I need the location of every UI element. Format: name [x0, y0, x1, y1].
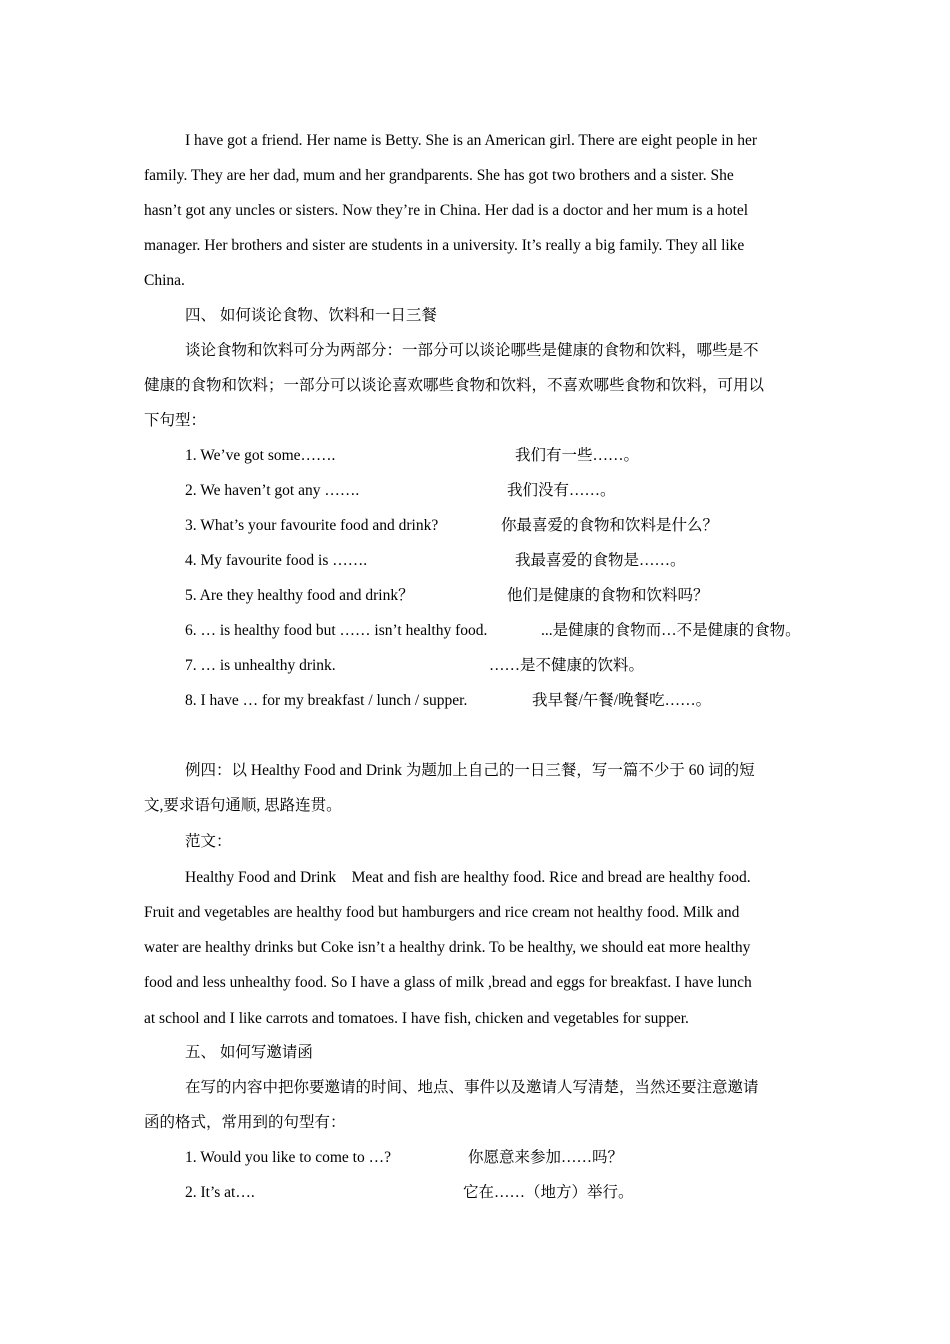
section4-heading: 四、 如何谈论食物、饮料和一日三餐: [185, 307, 437, 324]
para1-line: manager. Her brothers and sister are students in a university. It’s really a big family. They all like: [144, 237, 745, 254]
item-chinese: 我早餐/午餐/晚餐吃……。: [532, 692, 712, 709]
sentence-pattern-item: [185, 481, 825, 501]
item-chinese: ……是不健康的饮料。: [489, 657, 645, 674]
item-english: 7. … is unhealthy drink.: [185, 657, 336, 674]
para1-line: family. They are her dad, mum and her grandparents. She has got two brothers and a sister. She: [144, 167, 734, 184]
sentence-pattern-item: [185, 551, 825, 571]
item-chinese: 我最喜爱的食物是……。: [515, 552, 686, 569]
section5-intro-line: 函的格式，常用到的句型有：: [144, 1114, 346, 1131]
section4-intro-line: 健康的食物和饮料；一部分可以谈论喜欢哪些食物和饮料，不喜欢哪些食物和饮料，可用以: [144, 377, 765, 394]
sentence-pattern-item: [185, 621, 825, 641]
model-essay-line: Fruit and vegetables are healthy food but hamburgers and rice cream not healthy food. Milk and: [144, 904, 740, 921]
item-chinese: 他们是健康的食物和饮料吗？: [507, 587, 709, 604]
item-chinese: 你愿意来参加……吗？: [468, 1149, 624, 1166]
section5-heading: 五、 如何写邀请函: [185, 1044, 313, 1061]
item-english: 8. I have … for my breakfast / lunch / supper.: [185, 692, 468, 709]
item-chinese: ...是健康的食物而…不是健康的食物。: [541, 622, 801, 639]
model-essay-line: Healthy Food and Drink Meat and fish are healthy food. Rice and bread are healthy food.: [185, 869, 751, 886]
item-english: 1. Would you like to come to …?: [185, 1149, 391, 1166]
model-essay-line: water are healthy drinks but Coke isn’t a healthy drink. To be healthy, we should eat more healthy: [144, 939, 751, 956]
item-english: 2. It’s at….: [185, 1184, 255, 1201]
item-english: 2. We haven’t got any …….: [185, 482, 360, 499]
section5-intro-line: 在写的内容中把你要邀请的时间、地点、事件以及邀请人写清楚，当然还要注意邀请: [185, 1079, 759, 1096]
sentence-pattern-item: [185, 691, 825, 711]
para1-line: I have got a friend. Her name is Betty. She is an American girl. There are eight people in her: [185, 132, 758, 149]
model-essay-line: at school and I like carrots and tomatoes. I have fish, chicken and vegetables for supper.: [144, 1010, 689, 1027]
item-chinese: 我们没有……。: [507, 482, 616, 499]
sentence-pattern-item: [185, 586, 825, 606]
item-english: 3. What’s your favourite food and drink?: [185, 517, 439, 534]
item-chinese: 你最喜爱的食物和饮料是什么？: [501, 517, 719, 534]
example-line: 例四：以 Healthy Food and Drink 为题加上自己的一日三餐，写一篇不少于 60 词的短: [185, 762, 755, 779]
item-english: 1. We’ve got some…….: [185, 447, 336, 464]
sentence-pattern-item: [185, 516, 825, 536]
sentence-pattern-item: [185, 446, 825, 466]
item-english: 4. My favourite food is …….: [185, 552, 368, 569]
para1-line: hasn’t got any uncles or sisters. Now they’re in China. Her dad is a doctor and her mum is a hotel: [144, 202, 749, 219]
sentence-pattern-item: [185, 1148, 825, 1168]
section4-intro-line: 谈论食物和饮料可分为两部分：一部分可以谈论哪些是健康的食物和饮料，哪些是不: [185, 342, 759, 359]
para1-line: China.: [144, 272, 185, 289]
item-english: 5. Are they healthy food and drink？: [185, 587, 414, 604]
sentence-pattern-item: [185, 656, 825, 676]
model-essay-label: 范文：: [185, 833, 232, 850]
section4-intro-line: 下句型：: [144, 412, 207, 429]
item-chinese: 我们有一些……。: [515, 447, 640, 464]
sentence-pattern-item: [185, 1183, 825, 1203]
item-chinese: 它在……（地方）举行。: [463, 1184, 634, 1201]
example-line: 文,要求语句通顺, 思路连贯。: [144, 797, 342, 814]
item-english: 6. … is healthy food but …… isn’t healthy food.: [185, 622, 488, 639]
model-essay-line: food and less unhealthy food. So I have a glass of milk ,bread and eggs for breakfast. I have lunch: [144, 974, 752, 991]
